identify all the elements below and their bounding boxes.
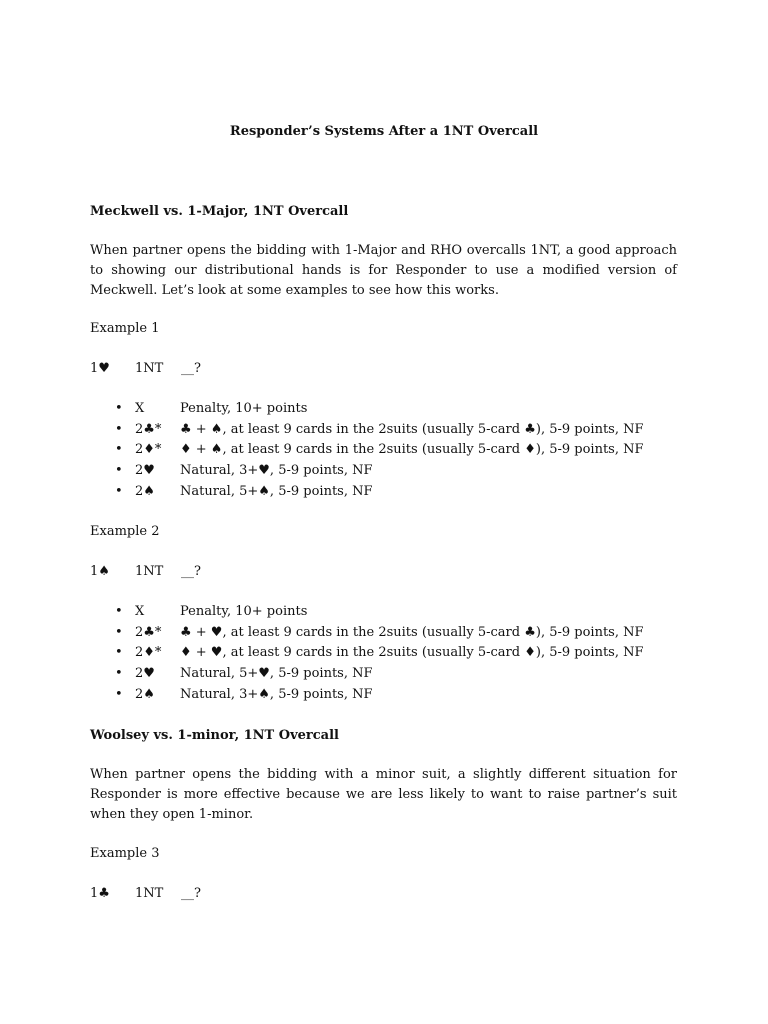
bid-description: ♣ + ♥, at least 9 cards in the 2suits (usually 5-card ♣), 5-9 points, NF xyxy=(180,624,644,640)
auction-opening-bid: 1♣ xyxy=(90,886,110,901)
bullet-icon: • xyxy=(115,604,123,619)
bid-label: 2♣* xyxy=(135,624,162,640)
example-2-auction xyxy=(90,563,390,581)
auction-overcall: 1NT xyxy=(135,361,164,376)
list-item xyxy=(90,400,690,421)
example-1-label: Example 1 xyxy=(90,321,160,336)
bid-label: X xyxy=(135,401,145,416)
bid-label: X xyxy=(135,604,145,619)
bullet-icon: • xyxy=(115,645,123,661)
example-3-auction xyxy=(90,885,390,903)
auction-response: __? xyxy=(181,361,201,376)
bid-description: ♦ + ♥, at least 9 cards in the 2suits (usually 5-card ♦), 5-9 points, NF xyxy=(180,645,644,661)
list-item xyxy=(90,603,690,624)
section-heading-woolsey: Woolsey vs. 1-minor, 1NT Overcall xyxy=(90,728,339,743)
example-1-auction xyxy=(90,360,390,378)
bullet-icon: • xyxy=(115,666,123,682)
bid-description: Natural, 3+♠, 5-9 points, NF xyxy=(180,686,373,702)
bid-description: ♣ + ♠, at least 9 cards in the 2suits (usually 5-card ♣), 5-9 points, NF xyxy=(180,421,644,437)
auction-opening-bid: 1♥ xyxy=(90,361,110,376)
list-item xyxy=(90,665,690,686)
list-item xyxy=(90,462,690,483)
bid-label: 2♦* xyxy=(135,442,162,458)
bid-label: 2♥ xyxy=(135,666,155,682)
auction-overcall: 1NT xyxy=(135,564,164,579)
example-3-label: Example 3 xyxy=(90,846,160,861)
auction-response: __? xyxy=(181,886,201,901)
bid-label: 2♦* xyxy=(135,645,162,661)
bullet-icon: • xyxy=(115,442,123,458)
bullet-icon: • xyxy=(115,421,123,437)
bid-description: Natural, 3+♥, 5-9 points, NF xyxy=(180,463,373,479)
auction-response: __? xyxy=(181,564,201,579)
bullet-icon: • xyxy=(115,624,123,640)
list-item xyxy=(90,624,690,645)
auction-opening-bid: 1♠ xyxy=(90,564,110,579)
section-intro-meckwell: When partner opens the bidding with 1-Major and RHO overcalls 1NT, a good approach to showing our distributional hands is for Responder to use a modified version of Meckwell. Let’s look at some examples to see how this works. xyxy=(90,243,677,298)
list-item xyxy=(90,483,690,504)
list-item xyxy=(90,421,690,442)
bid-description: ♦ + ♠, at least 9 cards in the 2suits (usually 5-card ♦), 5-9 points, NF xyxy=(180,442,644,458)
bid-label: 2♣* xyxy=(135,421,162,437)
bullet-icon: • xyxy=(115,401,123,416)
list-item xyxy=(90,686,690,707)
bid-label: 2♠ xyxy=(135,483,155,499)
bid-description: Natural, 5+♥, 5-9 points, NF xyxy=(180,666,373,682)
bullet-icon: • xyxy=(115,483,123,499)
bid-description: Penalty, 10+ points xyxy=(180,401,308,416)
page-title: Responder’s Systems After a 1NT Overcall xyxy=(229,124,539,139)
section-heading-meckwell: Meckwell vs. 1-Major, 1NT Overcall xyxy=(90,204,349,219)
example-1-list xyxy=(90,400,690,503)
example-2-list xyxy=(90,603,690,706)
list-item xyxy=(90,441,690,462)
list-item xyxy=(90,644,690,665)
bid-description: Penalty, 10+ points xyxy=(180,604,308,619)
bullet-icon: • xyxy=(115,463,123,479)
section-intro-woolsey: When partner opens the bidding with a minor suit, a slightly different situation for Responder is more effective because we are less likely to want to raise partner’s suit when they open 1-minor. xyxy=(90,767,677,822)
bid-label: 2♥ xyxy=(135,463,155,479)
auction-overcall: 1NT xyxy=(135,886,164,901)
bid-label: 2♠ xyxy=(135,686,155,702)
example-2-label: Example 2 xyxy=(90,524,160,539)
bid-description: Natural, 5+♠, 5-9 points, NF xyxy=(180,483,373,499)
bullet-icon: • xyxy=(115,686,123,702)
